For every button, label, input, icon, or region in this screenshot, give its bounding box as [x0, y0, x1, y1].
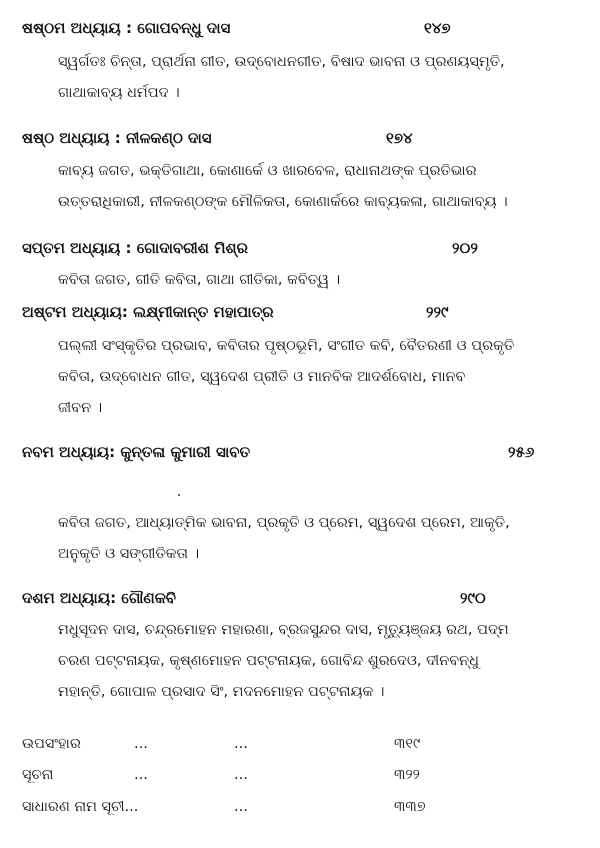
topic-line: କାବ୍ୟ ଜଗତ, ଭକ୍ତିଗାଥା, କୋଣାର୍କେ ଓ ଖାରବେଳ, ରାଧାନାଥଙ୍କ ପ୍ରତିଭାର: [58, 163, 477, 179]
leader-dots: ...: [234, 767, 248, 783]
back-matter-page: ୩୧୯: [394, 736, 421, 752]
back-matter-title: ସୂଚନା: [22, 767, 54, 783]
topic-line: ଜୀବନ ।: [58, 400, 103, 416]
topic-line: ଅନୁକୃତି ଓ ସଙ୍ଗୀତିକତା ।: [58, 546, 200, 562]
topic-line: କବିତା ଜଗତ, ଗୀତି କବିତା, ଗାଥା ଗୀତିକା, କବିତ୍ୱ ।: [58, 272, 341, 288]
topic-line: ଗାଥାକାବ୍ୟ ଧର୍ମପଦ ।: [58, 85, 180, 101]
chapter-page-number: ୧୭୪: [386, 129, 413, 147]
chapter-heading-9: ନବମ ଅଧ୍ୟାୟ: କୁନ୍ତଳା କୁମାରୀ ସାବତ: [22, 443, 251, 461]
chapter-topics: [58, 331, 583, 424]
chapter-heading-6a: ଷଷ୍ଠମ ଅଧ୍ୟାୟ : ଗୋପବନ୍ଧୁ ଦାସ: [22, 19, 231, 37]
topic-line: ଚରଣ ପଟ୍ଟନାୟକ, କୃଷ୍ଣମୋହନ ପଟ୍ଟନାୟକ, ଗୋବିନ୍ଦ ଶୁରଦେଓ, ଦୀନବନ୍ଧୁ: [58, 653, 479, 669]
chapter-heading-10: ଦଶମ ଅଧ୍ୟାୟ: ଗୌଣକବି: [22, 589, 177, 607]
back-matter-page: ୩୩୭: [394, 799, 426, 815]
topic-line: କବିତା ଜଗତ, ଆଧ୍ୟାତ୍ମିକ ଭାବନା, ପ୍ରକୃତି ଓ ପ୍ରେମ, ସ୍ୱଦେଶ ପ୍ରେମ, ଆକୃତି,: [58, 515, 510, 531]
chapter-page-number: ୨୫୬: [508, 443, 535, 461]
print-speck: [178, 494, 180, 496]
chapter-page-number: ୨୦୨: [452, 239, 478, 257]
topic-line: ମଧୁସୂଦନ ଦାସ, ଚନ୍ଦ୍ରମୋହନ ମହାରଣା, ବ୍ରଜସୁନ୍ଦର ଦାସ, ମୃତ୍ୟୁଞ୍ଜୟ ରଥ, ପଦ୍ମ: [58, 622, 509, 638]
topic-line: କବିତା, ଉଦ୍‌ବୋଧନ ଗୀତ, ସ୍ୱଦେଶ ପ୍ରୀତି ଓ ମାନବିକ ଆଦର୍ଶବୋଧ, ମାନବ: [58, 369, 466, 385]
chapter-heading-6b: ଷଷ୍ଠ ଅଧ୍ୟାୟ : ନୀଳକଣ୍ଠ ଦାସ: [22, 129, 212, 147]
leader-dots: ...: [234, 799, 248, 815]
chapter-topics: [58, 156, 583, 218]
topic-line: ଉତ୍ତରାଧିକାରୀ, ନୀଳକଣ୍ଠଙ୍କ ମୌଳିକତା, କୋଣାର୍କରେ କାବ୍ୟକଳା, ଗାଥାକାବ୍ୟ ।: [58, 194, 508, 210]
back-matter-page: ୩୨୨: [394, 767, 420, 783]
topic-line: ମହାନ୍ତି, ଗୋପାଳ ପ୍ରସାଦ ସିଂ, ମଦନମୋହନ ପଟ୍ଟନାୟକ ।: [58, 684, 385, 700]
chapter-page-number: ୨୯୦: [460, 589, 486, 607]
chapter-topics: [58, 508, 583, 570]
chapter-topics: [58, 615, 583, 708]
back-matter-row: [22, 764, 582, 786]
chapter-page-number: ୨୨୯: [426, 303, 449, 321]
chapter-topics: [58, 265, 583, 296]
leader-dots: ...: [134, 767, 148, 783]
chapter-page-number: ୧୪୭: [424, 19, 451, 37]
back-matter-row: [22, 796, 582, 818]
leader-dots: ...: [134, 736, 148, 752]
topic-line: ପଲ୍ଲୀ ସଂସ୍କୃତିର ପ୍ରଭାବ, କବିତାର ପୃଷ୍ଠଭୂମି, ସଂଗୀତ କବି, ବୈତରଣୀ ଓ ପ୍ରକୃତି: [58, 338, 515, 354]
chapter-topics: [58, 47, 583, 109]
back-matter-title: ସାଧାରଣ ନାମ ସୂଚୀ...: [22, 799, 139, 815]
back-matter-row: [22, 733, 582, 755]
topic-line: ସ୍ୱର୍ଗତଃ ଚିନ୍ତା, ପ୍ରାର୍ଥନା ଗୀତ, ଉଦ୍‌ବୋଧନଗୀତ, ବିଷାଦ ଭାବନା ଓ ପ୍ରଣୟସ୍ମୃତି,: [58, 54, 505, 70]
leader-dots: ...: [234, 736, 248, 752]
chapter-heading-8: ଅଷ୍ଟମ ଅଧ୍ୟାୟ: ଲକ୍ଷ୍ମୀକାନ୍ତ ମହାପାତ୍ର: [22, 303, 274, 321]
chapter-heading-7: ସପ୍ତମ ଅଧ୍ୟାୟ : ଗୋଦାବରୀଶ ମିଶ୍ର: [22, 239, 248, 257]
back-matter-title: ଉପସଂହାର: [22, 736, 81, 752]
